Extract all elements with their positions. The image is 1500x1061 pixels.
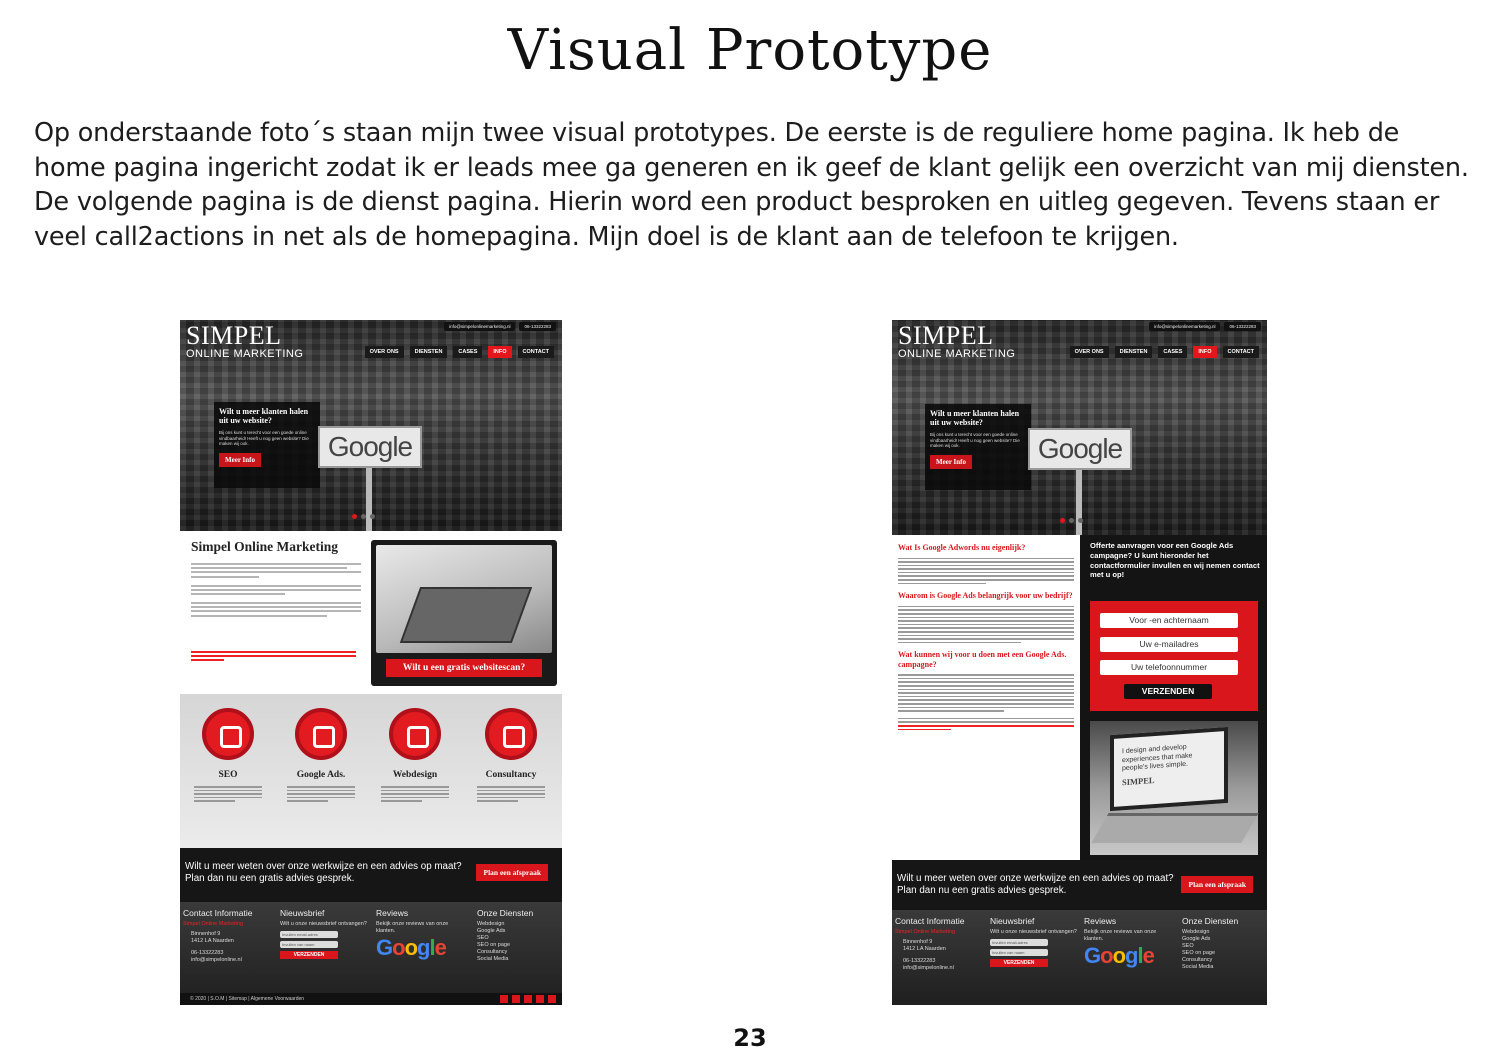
newsletter-email-field[interactable]: Invullen email-adres bbox=[990, 939, 1048, 946]
plan-afspraak-button[interactable]: Plan een afspraak bbox=[1181, 876, 1253, 893]
nav-item-contact[interactable]: CONTACT bbox=[518, 346, 554, 358]
footer bbox=[180, 902, 562, 1005]
footer-contact: Contact Informatie Simpel Online Marketing Binnenhof 9 1412 LA Naarden 06-13322283 info@simpelonline.nl bbox=[183, 908, 253, 963]
heading-what-is: Wat Is Google Adwords nu eigenlijk? bbox=[898, 543, 1026, 552]
sign-post bbox=[366, 468, 372, 531]
main-nav bbox=[365, 346, 554, 358]
main-nav bbox=[1070, 346, 1259, 358]
social-icons[interactable] bbox=[500, 995, 556, 1003]
laptop-brand: SIMPEL bbox=[1122, 774, 1155, 787]
consultancy-icon bbox=[485, 708, 537, 760]
meer-info-button[interactable]: Meer Info bbox=[219, 453, 261, 467]
laptop-tagline: I design and develop experiences that make people's lives simple. bbox=[1122, 743, 1193, 773]
phone-link[interactable]: 06-13322283 bbox=[1224, 322, 1261, 331]
cta-text[interactable] bbox=[191, 651, 356, 664]
footer-newsletter: Nieuwsbrief Wilt u onze nieuwsbrief ontvangen? Invullen email-adres Invullen van naam VERZENDEN bbox=[990, 916, 1077, 966]
google-reviews-logo[interactable]: Google bbox=[1084, 943, 1154, 968]
footer-services: Onze Diensten Webdesign Google Ads SEO SEO on page Consultancy Social Media bbox=[477, 908, 534, 962]
newsletter-email-field[interactable]: Invullen email-adres bbox=[280, 931, 338, 938]
intro-paragraph: Op onderstaande foto´s staan mijn twee visual prototypes. De eerste is de reguliere home pagina. Ik heb de home pagina ingericht zodat ik er leads mee ga generen en ik geef de klant gelijk een overzicht van mij diensten. De volgende pagina is de dienst pagina. Hierin word een product besproken en uitleg gegeven. Tevens staan er veel call2actions in net als de homepagina. Mijn doel is de klant aan de telefoon te krijgen. bbox=[34, 118, 1469, 252]
footer-reviews: Reviews Bekijk onze reviews van onze klanten. Google bbox=[376, 908, 466, 961]
seo-icon bbox=[202, 708, 254, 760]
google-sign: Google bbox=[1028, 428, 1132, 470]
home-prototype bbox=[180, 320, 562, 1005]
hero-text: Bij ons kunt u terecht voor een goede online vindbaarheid! Heeft u nog geen website? Die maken wij ook. bbox=[219, 430, 309, 446]
cta-text: Wilt u meer weten over onze werkwijze en een advies op maat? Plan dan nu een gratis advies gesprek. bbox=[897, 873, 1174, 896]
nav-item-info[interactable]: INFO bbox=[488, 346, 511, 358]
google-reviews-logo[interactable]: Google bbox=[376, 935, 446, 960]
services-section bbox=[180, 694, 562, 848]
plan-afspraak-button[interactable]: Plan een afspraak bbox=[476, 864, 548, 881]
footer-reviews: Reviews Bekijk onze reviews van onze klanten. Google bbox=[1084, 916, 1172, 969]
footer bbox=[892, 910, 1267, 1005]
hero-card bbox=[925, 404, 1031, 490]
service-webdesign[interactable]: Webdesign bbox=[375, 708, 455, 804]
email-link[interactable]: info@simpelonlinemarketing.nl bbox=[444, 322, 515, 331]
google-ads-icon bbox=[295, 708, 347, 760]
heading-what-can: Wat kunnen wij voor u doen met een Google Ads. campagne? bbox=[898, 650, 1067, 669]
newsletter-send-button[interactable]: VERZENDEN bbox=[990, 959, 1048, 967]
slider-dots[interactable] bbox=[352, 514, 375, 519]
page-number: 23 bbox=[733, 1024, 767, 1052]
service-seo[interactable]: SEO bbox=[188, 708, 268, 804]
webdesign-icon bbox=[389, 708, 441, 760]
service-consultancy[interactable]: Consultancy bbox=[471, 708, 551, 804]
page-title: Visual Prototype bbox=[507, 18, 993, 83]
laptop-image bbox=[376, 545, 552, 653]
service-google-ads[interactable]: Google Ads. bbox=[281, 708, 361, 804]
hero-text: Bij ons kunt u terecht voor een goede online vindbaarheid! Heeft u nog geen website? Die maken wij ook. bbox=[930, 432, 1020, 448]
nav-item-cases[interactable]: CASES bbox=[1158, 346, 1187, 358]
cta-text: Wilt u meer weten over onze werkwijze en een advies op maat? Plan dan nu een gratis advies gesprek. bbox=[185, 861, 462, 884]
newsletter-send-button[interactable]: VERZENDEN bbox=[280, 951, 338, 959]
quote-text: Offerte aanvragen voor een Google Ads campagne? U kunt hieronder het contactformulier invullen en wij nemen contact met u op! bbox=[1090, 541, 1260, 580]
email-link[interactable]: info@simpelonlinemarketing.nl bbox=[1149, 322, 1220, 331]
newsletter-name-field[interactable]: Invullen van naam bbox=[280, 941, 338, 948]
footer-newsletter: Nieuwsbrief Wilt u onze nieuwsbrief ontvangen? Invullen email-adres Invullen van naam VERZENDEN bbox=[280, 908, 367, 958]
google-sign: Google bbox=[318, 426, 422, 468]
topbar bbox=[1149, 322, 1261, 331]
hero-section bbox=[892, 320, 1267, 535]
quote-form bbox=[1090, 601, 1258, 711]
copyright-bar: © 2020 | S.O.M | Sitemap | Algemene Voorwaarden bbox=[180, 993, 562, 1005]
nav-item-cases[interactable]: CASES bbox=[453, 346, 482, 358]
topbar bbox=[444, 322, 556, 331]
footer-contact: Contact Informatie Simpel Online Marketing Binnenhof 9 1412 LA Naarden 06-13322283 info@simpelonline.nl bbox=[895, 916, 965, 971]
hero-title: Wilt u meer klanten halen uit uw website? bbox=[219, 407, 309, 425]
email-field[interactable]: Uw e-mailadres bbox=[1100, 637, 1238, 652]
service-prototype bbox=[892, 320, 1267, 1005]
logo[interactable]: SIMPEL ONLINE MARKETING bbox=[186, 321, 304, 360]
section-title: Simpel Online Marketing bbox=[191, 539, 339, 554]
nav-item-over-ons[interactable]: OVER ONS bbox=[1070, 346, 1109, 358]
slider-dots[interactable] bbox=[1060, 518, 1083, 523]
nav-item-contact[interactable]: CONTACT bbox=[1223, 346, 1259, 358]
nav-item-diensten[interactable]: DIENSTEN bbox=[410, 346, 448, 358]
footer-services: Onze Diensten Webdesign Google Ads SEO SEO on page Consultancy Social Media bbox=[1182, 916, 1239, 970]
contact-link[interactable] bbox=[898, 725, 1074, 730]
send-button[interactable]: VERZENDEN bbox=[1124, 684, 1212, 699]
nav-item-info[interactable]: INFO bbox=[1193, 346, 1216, 358]
meer-info-button[interactable]: Meer Info bbox=[930, 455, 972, 469]
hero-title: Wilt u meer klanten halen uit uw website? bbox=[930, 409, 1020, 427]
nav-item-over-ons[interactable]: OVER ONS bbox=[365, 346, 404, 358]
hero-section bbox=[180, 320, 562, 531]
newsletter-name-field[interactable]: Invullen van naam bbox=[990, 949, 1048, 956]
sign-post bbox=[1076, 470, 1082, 535]
cta-band bbox=[180, 848, 562, 902]
logo[interactable]: SIMPEL ONLINE MARKETING bbox=[898, 321, 1016, 360]
laptop-image bbox=[1090, 721, 1258, 855]
websitescan-button[interactable]: Wilt u een gratis websitescan? bbox=[386, 659, 542, 677]
article-section bbox=[892, 535, 1080, 860]
heading-why: Waarom is Google Ads belangrijk voor uw bedrijf? bbox=[898, 591, 1073, 601]
name-field[interactable]: Voor -en achternaam bbox=[1100, 613, 1238, 628]
scan-card bbox=[371, 540, 557, 686]
body-text bbox=[191, 563, 361, 619]
phone-link[interactable]: 06-13322283 bbox=[519, 322, 556, 331]
phone-field[interactable]: Uw telefoonnummer bbox=[1100, 660, 1238, 675]
quote-section bbox=[1080, 535, 1267, 860]
hero-card bbox=[214, 402, 320, 488]
cta-band bbox=[892, 860, 1267, 910]
nav-item-diensten[interactable]: DIENSTEN bbox=[1115, 346, 1153, 358]
